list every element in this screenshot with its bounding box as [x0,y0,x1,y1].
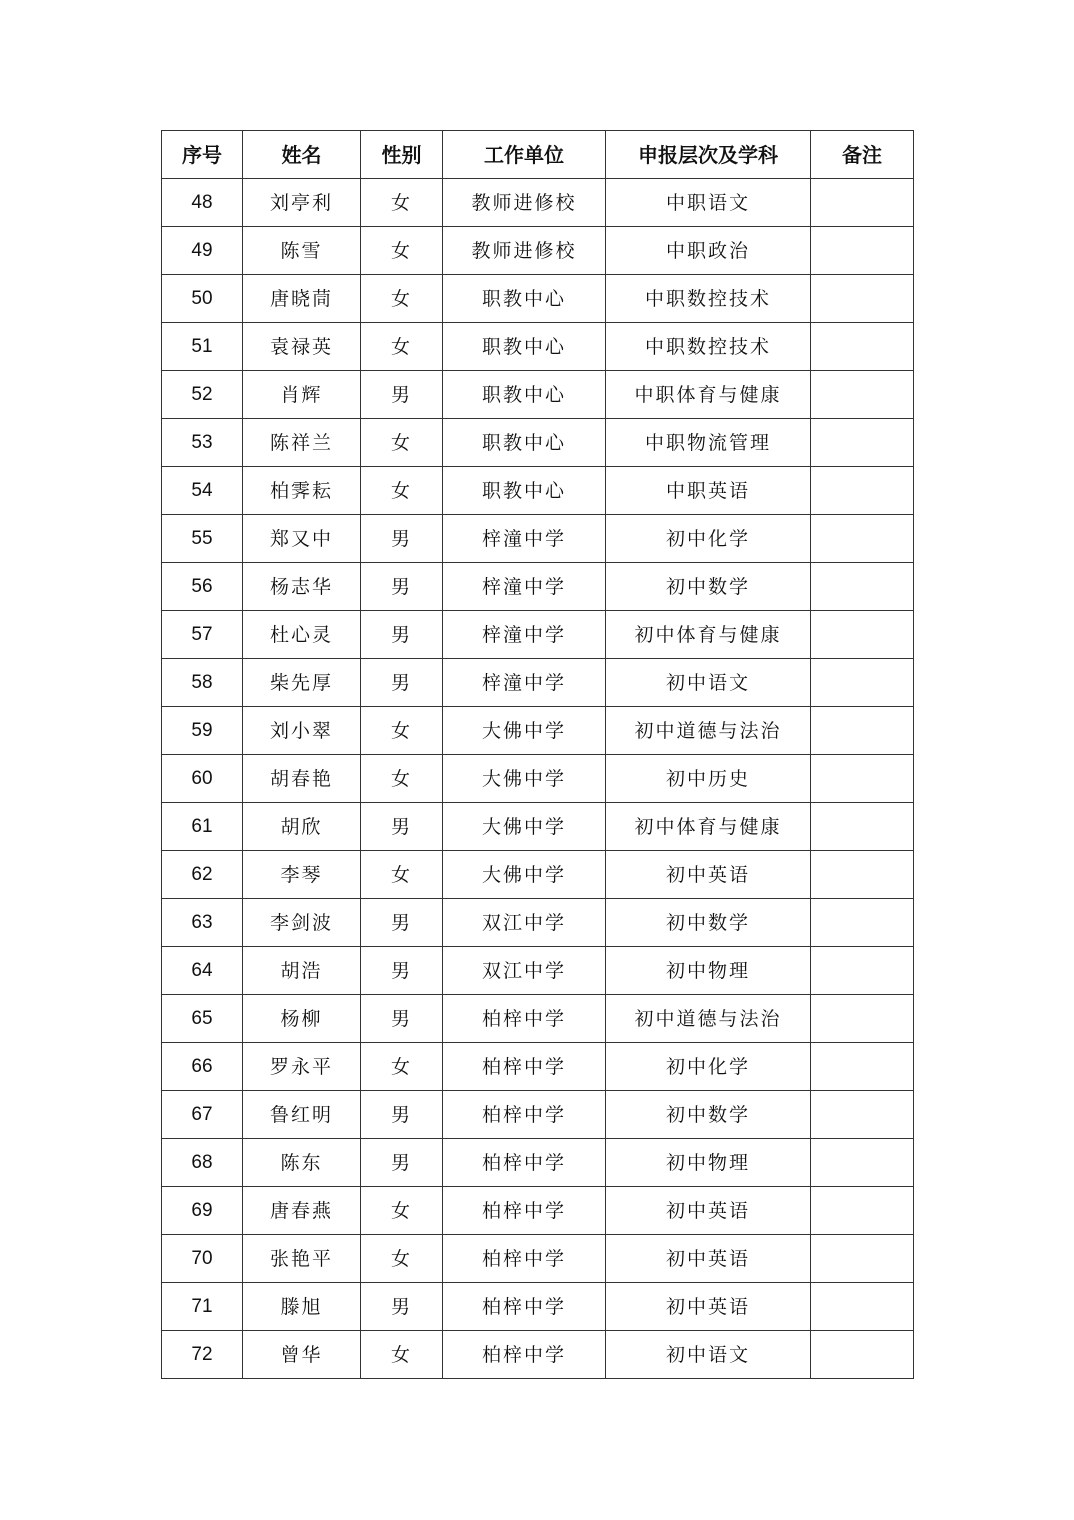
table-row [162,755,914,803]
cell-name: 胡春艳 [243,755,361,803]
cell-note [811,1139,914,1187]
cell-unit: 柏梓中学 [443,1235,606,1283]
cell-sex: 女 [361,467,443,515]
cell-name: 唐晓茼 [243,275,361,323]
cell-no: 55 [162,515,243,563]
cell-name: 李剑波 [243,899,361,947]
table-row [162,467,914,515]
table-row [162,995,914,1043]
cell-subject: 初中道德与法治 [606,707,811,755]
cell-unit: 双江中学 [443,899,606,947]
cell-no: 71 [162,1283,243,1331]
table-row [162,1331,914,1379]
cell-sex: 女 [361,1043,443,1091]
cell-name: 胡欣 [243,803,361,851]
cell-note [811,1043,914,1091]
table-row [162,1091,914,1139]
table-row [162,659,914,707]
cell-note [811,1187,914,1235]
cell-name: 杨志华 [243,563,361,611]
cell-sex: 男 [361,947,443,995]
cell-unit: 梓潼中学 [443,563,606,611]
table-row [162,227,914,275]
cell-no: 70 [162,1235,243,1283]
cell-note [811,515,914,563]
header-name: 姓名 [243,131,361,179]
cell-sex: 男 [361,563,443,611]
table-row [162,323,914,371]
table-row [162,899,914,947]
cell-note [811,1235,914,1283]
cell-note [811,611,914,659]
cell-no: 51 [162,323,243,371]
cell-unit: 梓潼中学 [443,611,606,659]
header-no: 序号 [162,131,243,179]
cell-sex: 男 [361,1139,443,1187]
cell-sex: 女 [361,227,443,275]
table-row [162,1139,914,1187]
cell-subject: 初中语文 [606,1331,811,1379]
cell-note [811,1091,914,1139]
cell-sex: 女 [361,1187,443,1235]
cell-unit: 梓潼中学 [443,515,606,563]
cell-unit: 教师进修校 [443,227,606,275]
cell-name: 郑又中 [243,515,361,563]
cell-no: 54 [162,467,243,515]
header-row [162,131,914,179]
cell-note [811,323,914,371]
table-row [162,179,914,227]
cell-no: 67 [162,1091,243,1139]
cell-unit: 职教中心 [443,419,606,467]
table-row [162,371,914,419]
table-row [162,1043,914,1091]
table-row [162,1187,914,1235]
table-header [162,131,914,179]
roster-table [161,130,914,1379]
table-row [162,563,914,611]
cell-name: 李琴 [243,851,361,899]
cell-unit: 职教中心 [443,467,606,515]
cell-no: 60 [162,755,243,803]
cell-unit: 大佛中学 [443,803,606,851]
cell-subject: 中职英语 [606,467,811,515]
cell-sex: 女 [361,1235,443,1283]
cell-unit: 柏梓中学 [443,1139,606,1187]
cell-no: 61 [162,803,243,851]
table-row [162,515,914,563]
table-body [162,179,914,1379]
cell-subject: 初中英语 [606,1235,811,1283]
cell-name: 袁禄英 [243,323,361,371]
table-row [162,947,914,995]
cell-subject: 初中语文 [606,659,811,707]
cell-note [811,179,914,227]
cell-name: 唐春燕 [243,1187,361,1235]
cell-no: 65 [162,995,243,1043]
cell-subject: 初中体育与健康 [606,611,811,659]
header-sex: 性别 [361,131,443,179]
cell-subject: 初中英语 [606,851,811,899]
cell-name: 鲁红明 [243,1091,361,1139]
cell-sex: 男 [361,515,443,563]
cell-no: 68 [162,1139,243,1187]
cell-note [811,467,914,515]
cell-note [811,707,914,755]
cell-unit: 柏梓中学 [443,995,606,1043]
cell-name: 张艳平 [243,1235,361,1283]
cell-sex: 男 [361,1283,443,1331]
cell-sex: 女 [361,707,443,755]
cell-note [811,371,914,419]
cell-no: 53 [162,419,243,467]
cell-sex: 男 [361,371,443,419]
cell-note [811,803,914,851]
cell-note [811,275,914,323]
cell-note [811,1283,914,1331]
cell-no: 62 [162,851,243,899]
cell-subject: 中职物流管理 [606,419,811,467]
cell-name: 曾华 [243,1331,361,1379]
cell-subject: 中职数控技术 [606,323,811,371]
cell-subject: 初中化学 [606,1043,811,1091]
cell-unit: 柏梓中学 [443,1283,606,1331]
cell-subject: 初中物理 [606,1139,811,1187]
cell-sex: 女 [361,851,443,899]
cell-note [811,563,914,611]
cell-unit: 大佛中学 [443,851,606,899]
cell-no: 69 [162,1187,243,1235]
cell-sex: 男 [361,611,443,659]
cell-note [811,851,914,899]
table-row [162,1283,914,1331]
cell-unit: 柏梓中学 [443,1091,606,1139]
table-row [162,275,914,323]
cell-unit: 职教中心 [443,371,606,419]
cell-unit: 梓潼中学 [443,659,606,707]
cell-unit: 教师进修校 [443,179,606,227]
cell-sex: 男 [361,659,443,707]
cell-sex: 女 [361,275,443,323]
cell-unit: 职教中心 [443,275,606,323]
cell-no: 52 [162,371,243,419]
cell-unit: 柏梓中学 [443,1187,606,1235]
cell-no: 58 [162,659,243,707]
table-row [162,803,914,851]
cell-note [811,659,914,707]
cell-unit: 职教中心 [443,323,606,371]
cell-name: 陈东 [243,1139,361,1187]
cell-unit: 双江中学 [443,947,606,995]
cell-unit: 大佛中学 [443,707,606,755]
cell-note [811,947,914,995]
cell-name: 胡浩 [243,947,361,995]
cell-no: 64 [162,947,243,995]
cell-name: 罗永平 [243,1043,361,1091]
table-row [162,419,914,467]
cell-name: 杨柳 [243,995,361,1043]
cell-subject: 初中英语 [606,1283,811,1331]
cell-subject: 初中体育与健康 [606,803,811,851]
table-row [162,1235,914,1283]
cell-subject: 中职政治 [606,227,811,275]
cell-subject: 初中英语 [606,1187,811,1235]
cell-name: 肖辉 [243,371,361,419]
cell-no: 72 [162,1331,243,1379]
cell-note [811,419,914,467]
cell-name: 刘小翠 [243,707,361,755]
cell-subject: 初中化学 [606,515,811,563]
cell-sex: 女 [361,323,443,371]
cell-note [811,1331,914,1379]
header-unit: 工作单位 [443,131,606,179]
cell-subject: 初中物理 [606,947,811,995]
cell-note [811,227,914,275]
cell-note [811,755,914,803]
cell-no: 59 [162,707,243,755]
cell-note [811,995,914,1043]
cell-name: 滕旭 [243,1283,361,1331]
cell-no: 56 [162,563,243,611]
cell-subject: 中职语文 [606,179,811,227]
cell-unit: 柏梓中学 [443,1331,606,1379]
table-row [162,851,914,899]
cell-no: 57 [162,611,243,659]
cell-no: 50 [162,275,243,323]
header-subject: 申报层次及学科 [606,131,811,179]
cell-sex: 女 [361,1331,443,1379]
table-row [162,707,914,755]
cell-sex: 男 [361,995,443,1043]
cell-name: 陈祥兰 [243,419,361,467]
cell-name: 杜心灵 [243,611,361,659]
cell-sex: 女 [361,755,443,803]
cell-note [811,899,914,947]
table-row [162,611,914,659]
cell-no: 48 [162,179,243,227]
cell-sex: 女 [361,179,443,227]
cell-subject: 初中数学 [606,563,811,611]
cell-name: 柴先厚 [243,659,361,707]
cell-no: 63 [162,899,243,947]
cell-name: 刘亭利 [243,179,361,227]
cell-subject: 初中数学 [606,899,811,947]
cell-sex: 男 [361,1091,443,1139]
cell-unit: 大佛中学 [443,755,606,803]
cell-subject: 中职数控技术 [606,275,811,323]
cell-name: 陈雪 [243,227,361,275]
cell-sex: 女 [361,419,443,467]
header-note: 备注 [811,131,914,179]
cell-name: 柏霁耘 [243,467,361,515]
cell-subject: 初中道德与法治 [606,995,811,1043]
cell-subject: 中职体育与健康 [606,371,811,419]
cell-no: 66 [162,1043,243,1091]
cell-subject: 初中历史 [606,755,811,803]
cell-subject: 初中数学 [606,1091,811,1139]
cell-sex: 男 [361,899,443,947]
cell-no: 49 [162,227,243,275]
cell-unit: 柏梓中学 [443,1043,606,1091]
cell-sex: 男 [361,803,443,851]
